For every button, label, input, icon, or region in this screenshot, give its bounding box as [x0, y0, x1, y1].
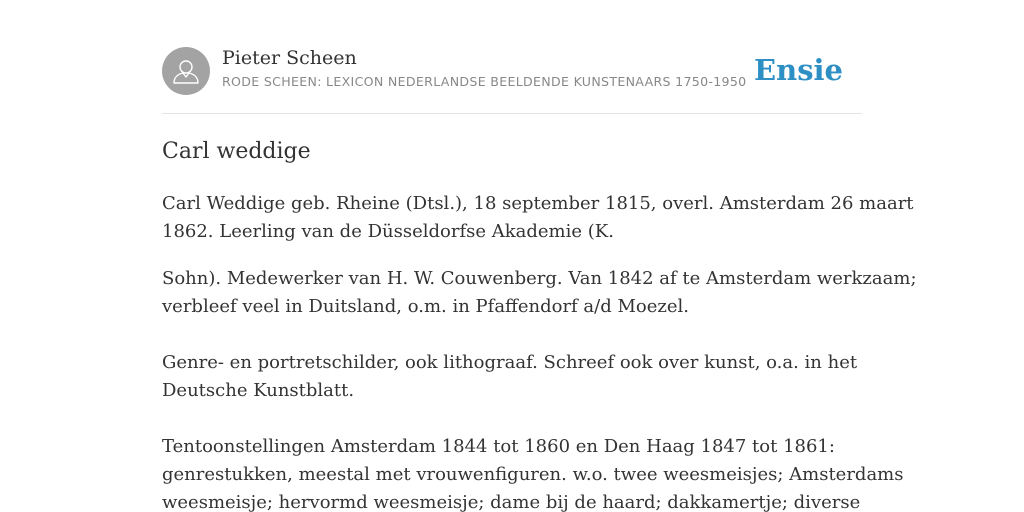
paragraph-line: Sohn). Medewerker van H. W. Couwenberg. Van 1842 af te Amsterdam werkzaam;	[162, 268, 917, 289]
paragraph-line: weesmeisje; hervormd weesmeisje; dame bij de haard; dakkamertje; diverse	[162, 492, 861, 512]
source-title[interactable]: RODE SCHEEN: LEXICON NEDERLANDSE BEELDENDE KUNSTENAARS 1750-1950	[222, 74, 747, 89]
paragraph-line: Carl Weddige geb. Rheine (Dtsl.), 18 september 1815, overl. Amsterdam 26 maart	[162, 193, 914, 214]
author-avatar[interactable]	[162, 47, 210, 95]
article-paragraph	[162, 433, 904, 512]
paragraph-line: Tentoonstellingen Amsterdam 1844 tot 1860 en Den Haag 1847 tot 1861:	[162, 436, 835, 457]
paragraph-line: verbleef veel in Duitsland, o.m. in Pfaffendorf a/d Moezel.	[162, 296, 690, 317]
user-silhouette-icon	[162, 47, 210, 95]
brand-logo[interactable]: Ensie	[754, 53, 843, 87]
paragraph-line: Genre- en portretschilder, ook lithograaf. Schreef ook over kunst, o.a. in het	[162, 352, 858, 373]
article-paragraph	[162, 265, 917, 321]
paragraph-line: Deutsche Kunstblatt.	[162, 380, 355, 401]
article-header	[162, 46, 862, 96]
article-paragraph	[162, 349, 862, 405]
paragraph-line: 1862. Leerling van de Düsseldorfse Akademie (K.	[162, 221, 614, 242]
article-paragraph	[162, 190, 914, 246]
article-title: Carl weddige	[162, 139, 311, 164]
paragraph-line: genrestukken, meestal met vrouwenfiguren. w.o. twee weesmeisjes; Amsterdams	[162, 464, 904, 485]
header-divider	[162, 113, 862, 114]
author-name[interactable]: Pieter Scheen	[222, 47, 357, 69]
